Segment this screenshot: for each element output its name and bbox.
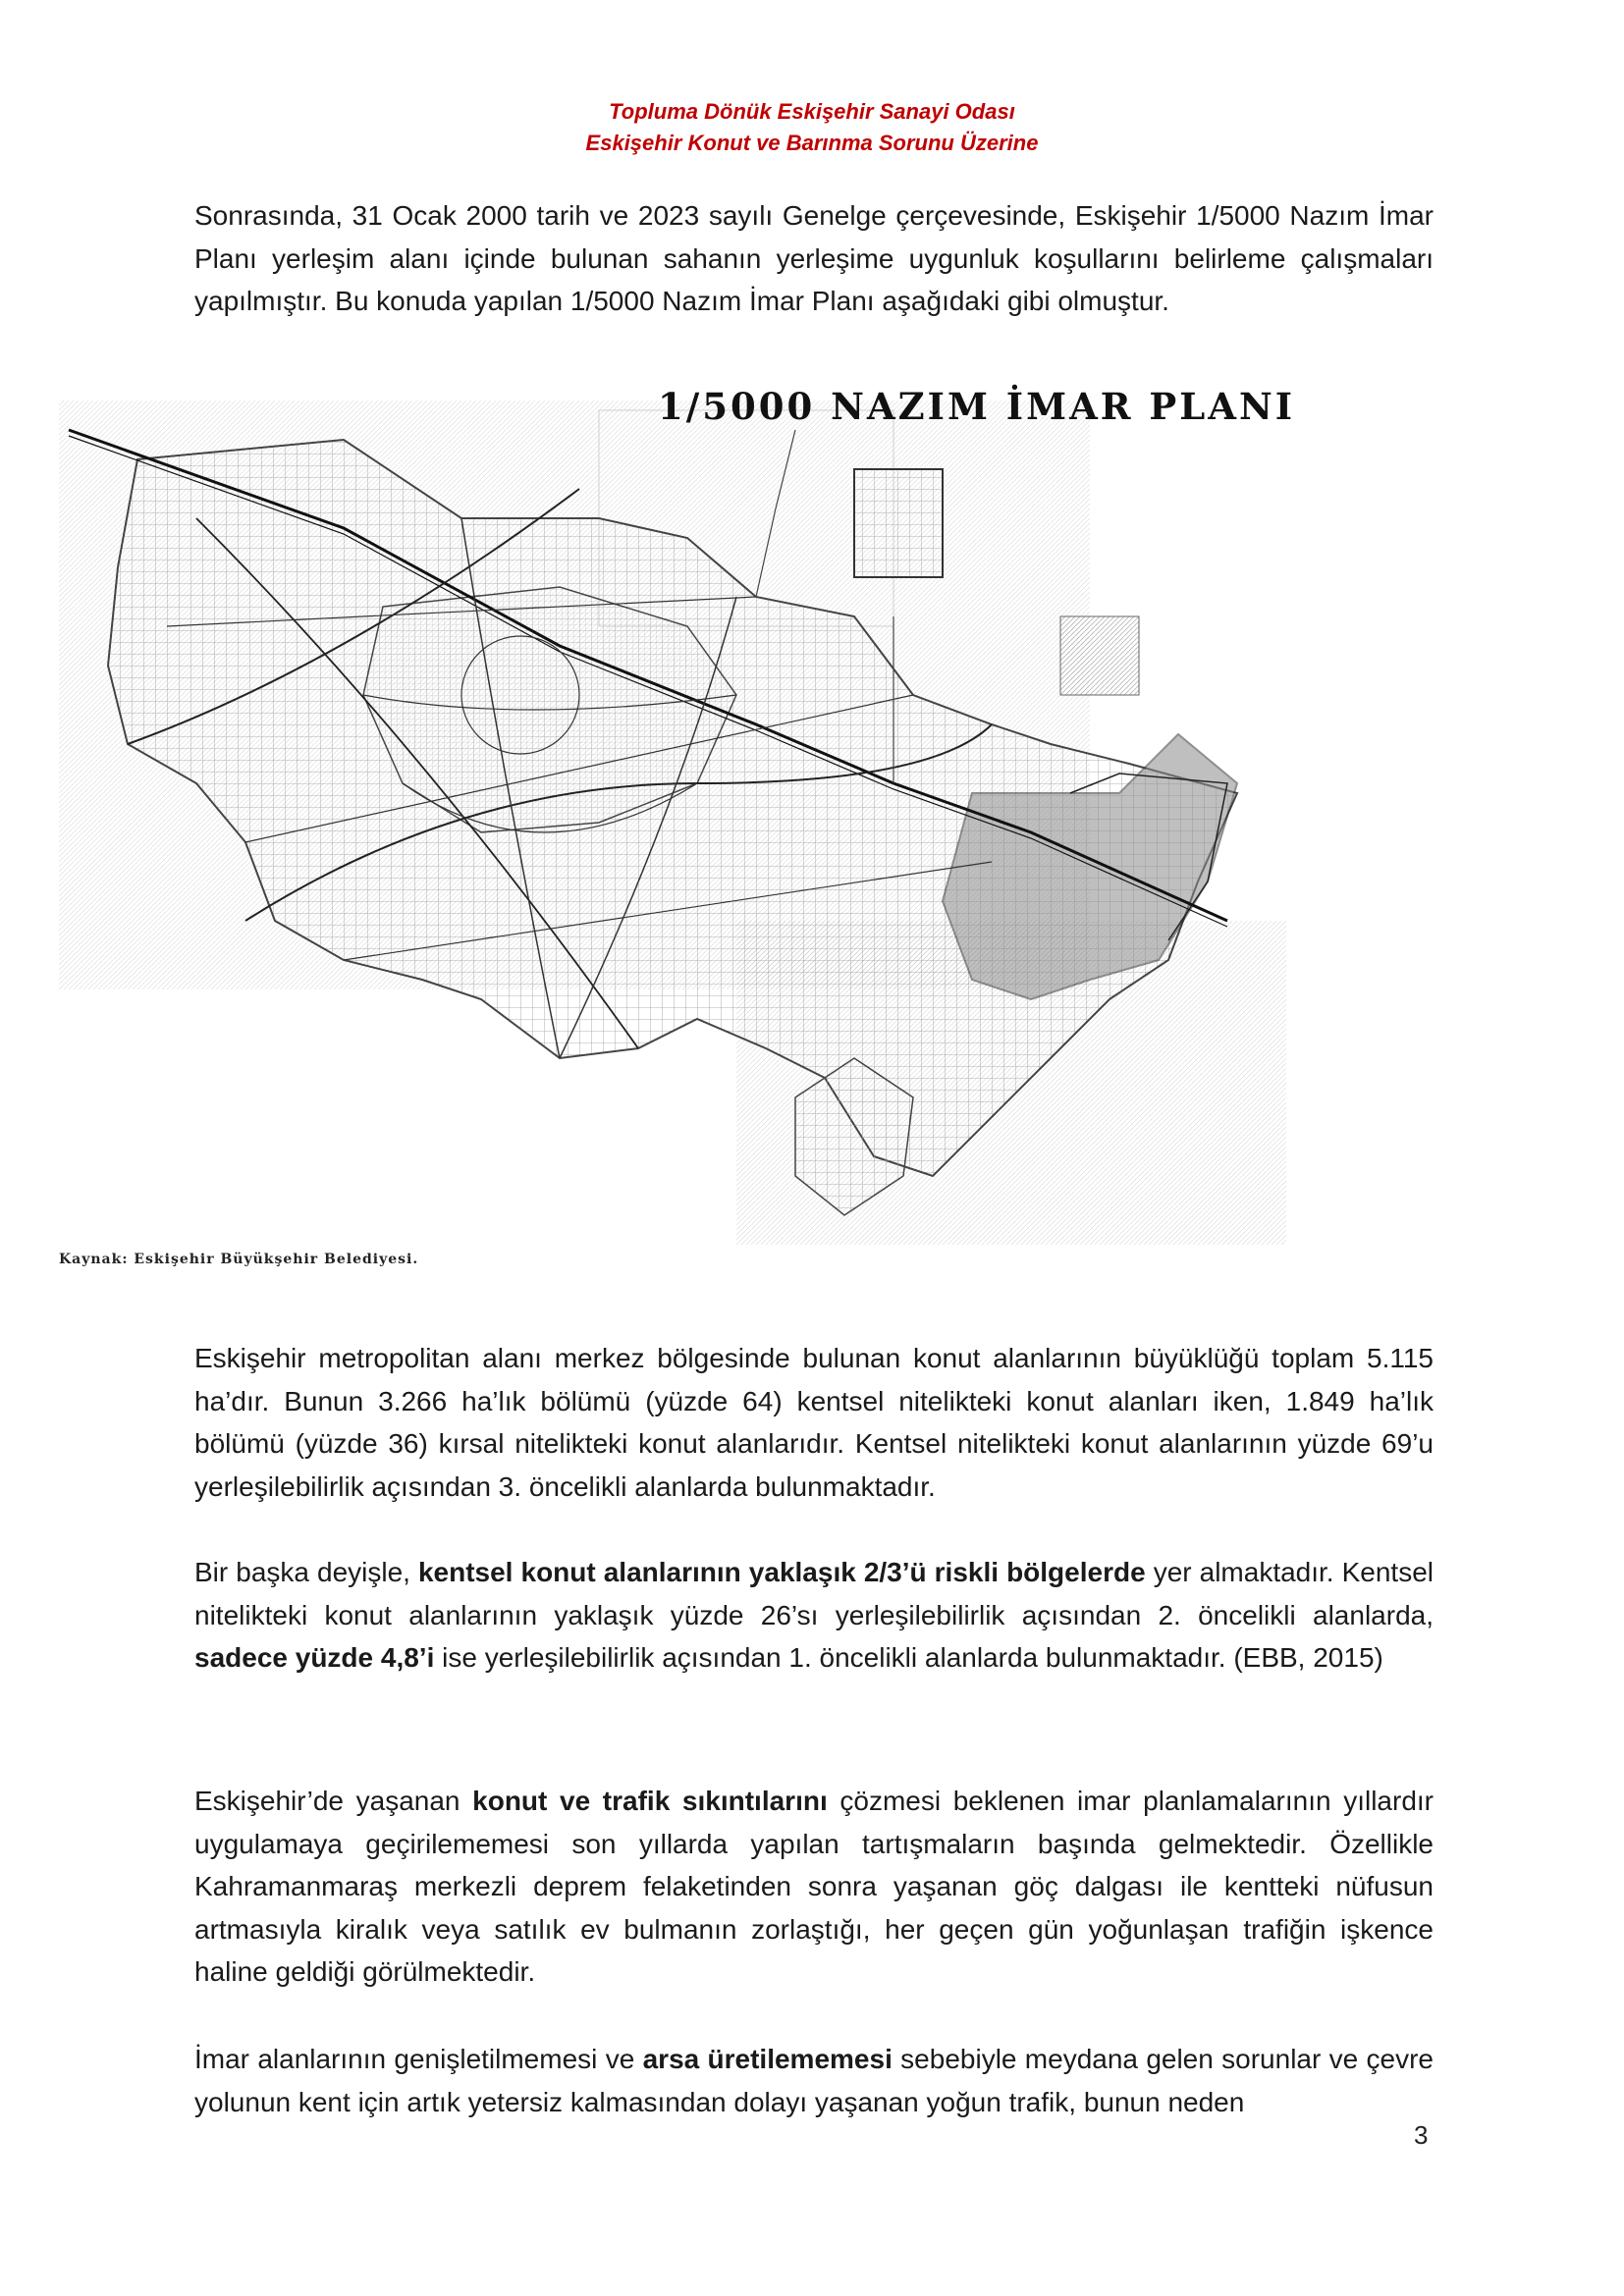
risk-paragraph	[194, 1551, 1434, 1680]
traffic-bold-1: konut ve trafik sıkıntılarını	[472, 1786, 828, 1816]
header-line-2: Eskişehir Konut ve Barınma Sorunu Üzerine	[585, 131, 1039, 155]
intro-paragraph: Sonrasında, 31 Ocak 2000 tarih ve 2023 sayılı Genelge çerçevesinde, Eskişehir 1/5000 Nazım İmar Planı yerleşim alanı içinde bulunan sahanın yerleşime uygunluk koşullarını belirleme çalışmaları yapılmıştır. Bu konuda yapılan 1/5000 Nazım İmar Planı aşağıdaki gibi olmuştur.	[194, 200, 1434, 316]
risk-text-2: yer almaktadır. Kentsel nitelikteki konut alanlarının yaklaşık yüzde 26’sı yerleşilebilirlik açısından 2. öncelikli alanlarda,	[194, 1557, 1435, 1630]
traffic-text-2: çözmesi beklenen imar planlamalarının yıllardır uygulamaya geçirilememesi son yıllarda yapılan tartışmaların başında gelmektedir. Özellikle Kahramanmaraş merkezli deprem felaketinden sonra yaşanan göç dalgası ile kentteki nüfusun artmasıyla kiralık veya satılık ev bulmanın zorlaştığı, her geçen gün yoğunlaşan trafiğin işkence haline geldiği görülmektedir.	[194, 1786, 1435, 1987]
document-header	[0, 96, 1624, 159]
zoning-plan-map-image	[49, 371, 1384, 1255]
risk-text-3: ise yerleşilebilirlik açısından 1. öncelikli alanlarda bulunmaktadır. (EBB, 2015)	[434, 1642, 1383, 1673]
map-source-caption: Kaynak: Eskişehir Büyükşehir Belediyesi.	[59, 1252, 419, 1267]
risk-bold-1: kentsel konut alanlarının yaklaşık 2/3’ü riskli bölgelerde	[417, 1557, 1146, 1587]
header-line-1: Topluma Dönük Eskişehir Sanayi Odası	[609, 99, 1015, 124]
map-title: 1/5000 NAZIM İMAR PLANI	[658, 385, 1296, 428]
traffic-paragraph	[194, 1780, 1434, 1994]
housing-area-paragraph: Eskişehir metropolitan alanı merkez bölgesinde bulunan konut alanlarının büyüklüğü toplam 5.115 ha’dır. Bunun 3.266 ha’lık bölümü (yüzde 64) kentsel nitelikteki konut alanları iken, 1.849 ha’lık bölümü (yüzde 36) kırsal nitelikteki konut alanlarıdır. Kentsel nitelikteki konut alanlarının yüzde 69’u yerleşilebilirlik açısından 3. öncelikli alanlarda bulunmaktadır.	[194, 1343, 1434, 1502]
zoning-paragraph	[194, 2038, 1434, 2123]
zoning-plan-map	[49, 371, 1384, 1255]
risk-bold-2: sadece yüzde 4,8’i	[194, 1642, 435, 1673]
risk-text-1: Bir başka deyişle,	[194, 1557, 418, 1587]
zoning-text-2: sebebiyle meydana gelen sorunlar ve çevre yolunun kent için artık yetersiz kalmasından dolayı yaşanan yoğun trafik, bunun neden	[194, 2044, 1434, 2117]
traffic-text-1: Eskişehir’de yaşanan	[194, 1786, 473, 1816]
page-number: 3	[1414, 2120, 1429, 2150]
zoning-bold-1: arsa üretilememesi	[642, 2044, 893, 2074]
zoning-text-1: İmar alanlarının genişletilmemesi ve	[194, 2044, 643, 2074]
